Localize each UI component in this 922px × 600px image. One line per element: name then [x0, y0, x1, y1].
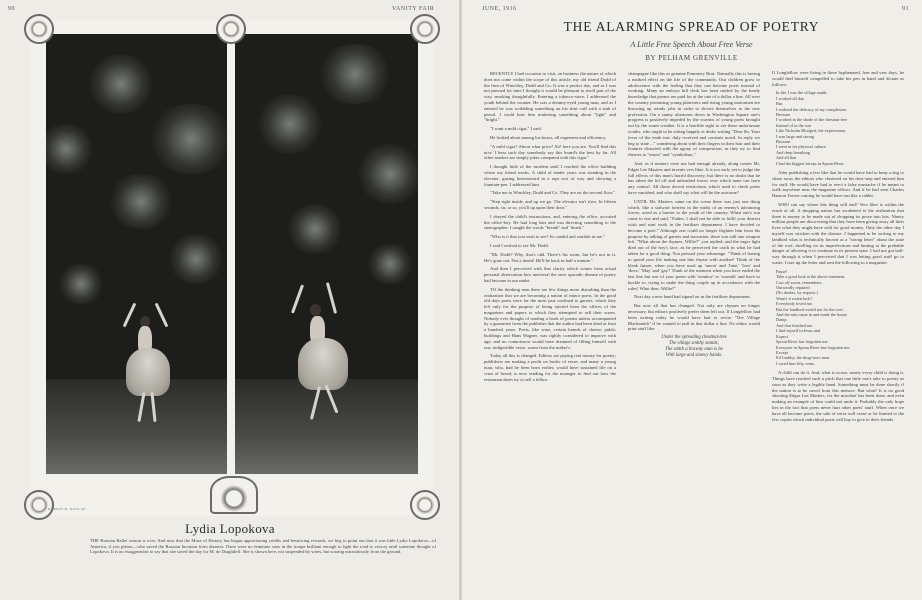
photo-frame: [30, 20, 433, 516]
verse-line: But: [776, 101, 783, 107]
verse-line: Expect: [776, 333, 788, 339]
verse-line: Ed Leabby, the drug-store man.: [776, 355, 831, 361]
article-subtitle: A Little Free Speech About Free Verse: [630, 40, 753, 49]
paragraph: TO the thinking man there are few things more disturbing than the realization that we are becoming a nation of minor poets. In the good old days poets were for the most part confined to garrets, which they left only for the purpose of being ejected from the offices of the magazines and papers to which they attempted to sell their wares. Nobody ever thought of reading a book of poems unless accompanied by a guarantee from the publisher that the author had been dead at least a hundred years. Poets, like wine, certain brands of cheese, public buildings and Hans Wagner, was rightly considered to improve with age; and no connoisseur would have dreamed of filling himself with raw, indigestible verse, warm from the maker's.: [484, 286, 616, 350]
paragraph: Next day a new hand had signed on in the fertilizer department.: [634, 294, 751, 300]
paragraph: And, as if matters were not bad enough already, along comes Mr. Edgar Lee Masters and invents vers libre. It is too early yet to judge the full effects of this man's horrid discovery, but there is no doubt that he has taken the lid off and unleashed forces over which none can have any control. All those decent restrictions which used to check poets have vanished, and who shall say what will be the outcome?: [628, 160, 760, 195]
paragraph: I obeyed the child's instructions, and, entering the office, accosted the office-boy. He had long hair and was directing something to the stenographer. I caught the words "breath" and "death.": [484, 213, 616, 231]
verse-line: I realized the delicacy of my complexion: [776, 106, 847, 112]
caption-title: Lydia Lopokova: [185, 521, 275, 536]
paragraph: "I want a mild cigar," I said.: [490, 126, 542, 132]
paragraph: champagne like this as genuine Pommery Brut. Naturally this is having a marked effect on the life of the community. Our children grow to adolescence with the feeling that they can become poets instead of working. Many an embryo bill clerk has been misled by the heady knowledge that poems are paid for at the rate of a dollar a line. All over the country promising young plasterers and rising young motormen are throwing up steady jobs in order to devote themselves to the new profession. On a sunny afternoon down in Washington Square one's progress is positively impeded by the swarms of young poets brought out by the warm weather. It is a horrible sight to see these unfortunate youths, who ought to be sitting happily at desks writing "Dear Sir, Your favor of the tenth inst. duly received and contents noted. In reply we beg to state ..." wandering about with their fingers in their hair and their features distorted with the agony of composition, as they try to find rhymes to "moon" and "symbolism.": [628, 71, 760, 158]
paragraph: But now all that has changed. Not only are rhymes no longer necessary, but editors positively prefer them left out. If Longfellow had been writing today he would have had to revise "The Village Blacksmith" if he wanted to pull in that dollar a line. No editor would print stuff like:: [628, 303, 760, 332]
paragraph: UNTIL Mr. Masters came on the scene there was just one thing which, like a stalwart fortress in the midst of an enemy's advancing forces, acted as a barrier to the youth of the country. When one's son came to one and said, "Father, I shall not be able to fulfil your dearest wish and start work in the fertilizer department. I have decided to become a poet." Although one could no longer frighten him from his purpose by talking of garrets and starvation, there was still one weapon left. "What about the rhymes, Willie?" you replied, and the eager light died out of the boy's face, as he perceived the catch in what he had taken for a good thing. You pressed your advantage. "Think of having to spend your life making one line rhyme with another! Think of the bleak future, when you have used up 'moon' and 'June,' 'love' and 'dove,' 'May' and 'gay'! Think of the moment when you have ended the last line but one of your poem with 'window' or 'warmth' and have to buckle to, trying to make the thing couple up in accordance with the rules! What then, Willie?": [628, 198, 760, 291]
paragraph: I thought little of the incident until I reached the office building where my friend works. A child of tender years was standing in the elevator, gazing heavenward in a rapt sort of way and chewing a fountain-pen. I addressed him.: [484, 164, 616, 187]
page-gutter: [459, 0, 462, 600]
corner-ornament-icon: [24, 490, 54, 520]
verse-line: Damp.: [776, 317, 788, 323]
verse-line: Spoon River has forgotten me.: [776, 339, 829, 345]
vers-libre-verse-2: [776, 269, 904, 366]
verse-line: Pause!: [776, 268, 788, 274]
dancer-photo-left: [46, 34, 227, 474]
paragraph: If Longfellow were living in these hyphenated, free and vers days, he would find himself compelled to take his pen in hand and dictate as follows:: [772, 70, 904, 87]
paragraph: I said I wished to see Mr. Dodd.: [490, 242, 549, 248]
verse-line: I worked all day: [776, 95, 805, 101]
verse-line: I went in for physical culture: [776, 144, 826, 150]
paragraph: WHO can say where this thing will end? Vers libre is within the reach of all. A shopping nation has awakened to the realization that there is money to be made out of chopping its prose into bits. Ninety million people are discovering that they have been giving away all their lives what they might have sold for good money. Only the other day I myself was stricken with the disease. I happened to be writing to my landlord what is technically known as a "strong letter" about the state of the roof, dwelling on its imperfections and hinting at the probable danger of allowing it to continue in its present state. I had not got half-way through it when I perceived that I was letting good stuff go to waste. I tore up the letter and sent the following to a magazine:: [772, 202, 904, 266]
verse-line: And deep breathing: [776, 149, 810, 155]
verse-line: With large and sinewy hands.: [665, 353, 723, 359]
article-byline: BY PELHAM GRENVILLE: [645, 54, 738, 62]
verse-line: And the rain came in and made the house: [776, 312, 848, 318]
left-folio: 90: [8, 6, 15, 12]
corner-ornament-icon: [410, 14, 440, 44]
verse-line: Cast off scorn, remembers.: [776, 279, 823, 285]
right-date: JUNE, 1916: [482, 6, 517, 12]
paragraph: RECENTLY I had occasion to visit, on business the nature of which does not come within the scope of this article, my old friend Dodd of the firm of Winchley, Dodd and Co. It was a perfect day, and as I was not pressed for time I thought it would be pleasant to stroll part of the way, smoking thoughtfully. Entering a tobacco-store, I addressed the youth behind the counter. He was a dreamy-eyed young man, and as I entered he was scribbling something on his shirt cuff with a stub of pencil. I could hear him muttering something about "light" and "bright.": [484, 71, 616, 123]
verse-line: Because: [776, 139, 791, 145]
paragraph: "Who is it that you wish to see? So candid and confide in me.": [490, 234, 605, 240]
vers-libre-verse-1: [776, 90, 904, 166]
paragraph: "Take me to Winchley, Dodd and Co. They are on the second floor.": [490, 190, 616, 196]
corner-ornament-icon: [24, 14, 54, 44]
paragraph: "Mr. Dodd? Why, that's odd. There's his room, but he's not in it. He's gone out. Not a doubt! He'll be back in half a minute.": [484, 251, 616, 263]
photo-credit: ROBERT H. DUNLAP: [48, 507, 86, 511]
verse-line: The smith a brawny man is he: [665, 347, 723, 353]
verse-line: Take a good look at the above tenement.: [776, 274, 846, 280]
verse-line: Wasn't it rotten luck?: [776, 295, 813, 301]
corner-ornament-icon: [410, 490, 440, 520]
verse-line: The village smithy stands;: [668, 341, 720, 347]
verse-line: In life I was the village smith.: [776, 90, 828, 96]
paragraph: And then I perceived with that clarity which comes from actual personal observation how universal the once sporadic disease of poetry had become in our midst.: [484, 266, 616, 283]
paragraph: After publishing a few like that he would have had to keep a dog to chase away the editors who clustered on his door-step and entered him for stuff. He would have had to erect a false mustache if he meant to walk anywhere near the magazine offices. And if he had seen Charles Hanson Towne coming he would have run like a rabbit.: [772, 170, 904, 199]
dancer-photo-right: [235, 34, 418, 474]
longfellow-verse: [628, 335, 760, 359]
verse-line: Everybody loved me.: [776, 301, 813, 307]
caption-body: THE Russian Ballet season is over. And now that the Muse of History has begun apportioning credits and bestowing rewards, we beg to point out that it was little Lydia Lopokova—of America, if you please—who saved the Russian Invasion from disaster. There were no feminine stars in the troupe brilliant enough to light the road to victory until someone thought of Lopokova. It is no exaggeration to say that she saved the day for M. de Diaghileff. She is shown here, not suspended by wires, but soaring miraculously from the ground.: [90, 538, 436, 555]
verse-line: Because: [776, 112, 791, 118]
verse-line: Under the spreading chestnut-tree: [661, 335, 727, 341]
verse-line: Like Nicholas Blodgett, the expressman.: [776, 128, 846, 134]
verse-line: I had the biggest biceps in Spoon River.: [776, 160, 845, 166]
verse-line: Everyone in Spoon River has forgotten me.: [776, 344, 851, 350]
paragraph: "Step right inside, and up we go. The elevator isn't slow. In fifteen seconds, sir, or so, you'll up upon their door.": [484, 199, 616, 210]
paragraph: A child can do it. And, what is worse, nearly every child is doing it. Things have reached such a pitch that one little one's take to poetry as soon as they write a legible hand. Something must be done shortly if the nation is to be saved from this menace. But what? It is no good shooting Edgar Lee Masters, for the mischief has been done, and even making an example of him could not undo it. Probably the only hope lies in the fact that poets never hurt other poets' stuff. When once we have all become poets, the sale of verse will cease or be limited to the few copies which individual poets will buy to give to their friends.: [772, 370, 904, 422]
center-ornament-icon: [216, 14, 246, 44]
article-title: THE ALARMING SPREAD OF POETRY: [563, 19, 820, 34]
verse-line: I find myself in Jesus and: [776, 328, 821, 334]
article-column-3: [772, 70, 904, 590]
paragraph: "A mild cigar? About what price? Ah! here you are. You'll find this nice. I hear such day somebody say this brand's the best by far. All other smokes are simply jokes compared with this cigar.": [484, 143, 616, 161]
verse-line: I owed him fifty cents.: [776, 360, 816, 366]
verse-line: But the landlord would not fix the roof,: [776, 306, 844, 312]
verse-line: I was large and strong: [776, 133, 814, 139]
verse-line: And that finished me.: [776, 322, 814, 328]
article-column-2: [628, 71, 760, 591]
bottom-cartouche-icon: [210, 476, 258, 514]
paragraph: He looked about among his boxes, all eagerness and efficiency.: [490, 134, 607, 140]
verse-line: (No doubts, by request.): [776, 290, 818, 296]
verse-line: I worked in the shade of the chestnut-tree: [776, 117, 848, 123]
verse-line: Except: [776, 349, 788, 355]
left-masthead: VANITY FAIR: [392, 6, 435, 12]
verse-line: Instead of in the sun: [776, 122, 811, 128]
paragraph: Today all this is changed. Editors are paying real money for poetry; publishers are making a profit on books of verse; and many a young man, who, had he been born earlier, would have sustained life on a crust of bread, is now sending for the manager to find out how the restaurant dares try to sell a fellow: [484, 353, 616, 382]
verse-line: Outwardly repaired: [776, 285, 810, 291]
right-folio: 91: [902, 6, 909, 12]
verse-line: And all that: [776, 155, 797, 161]
article-column-1: [484, 71, 616, 591]
